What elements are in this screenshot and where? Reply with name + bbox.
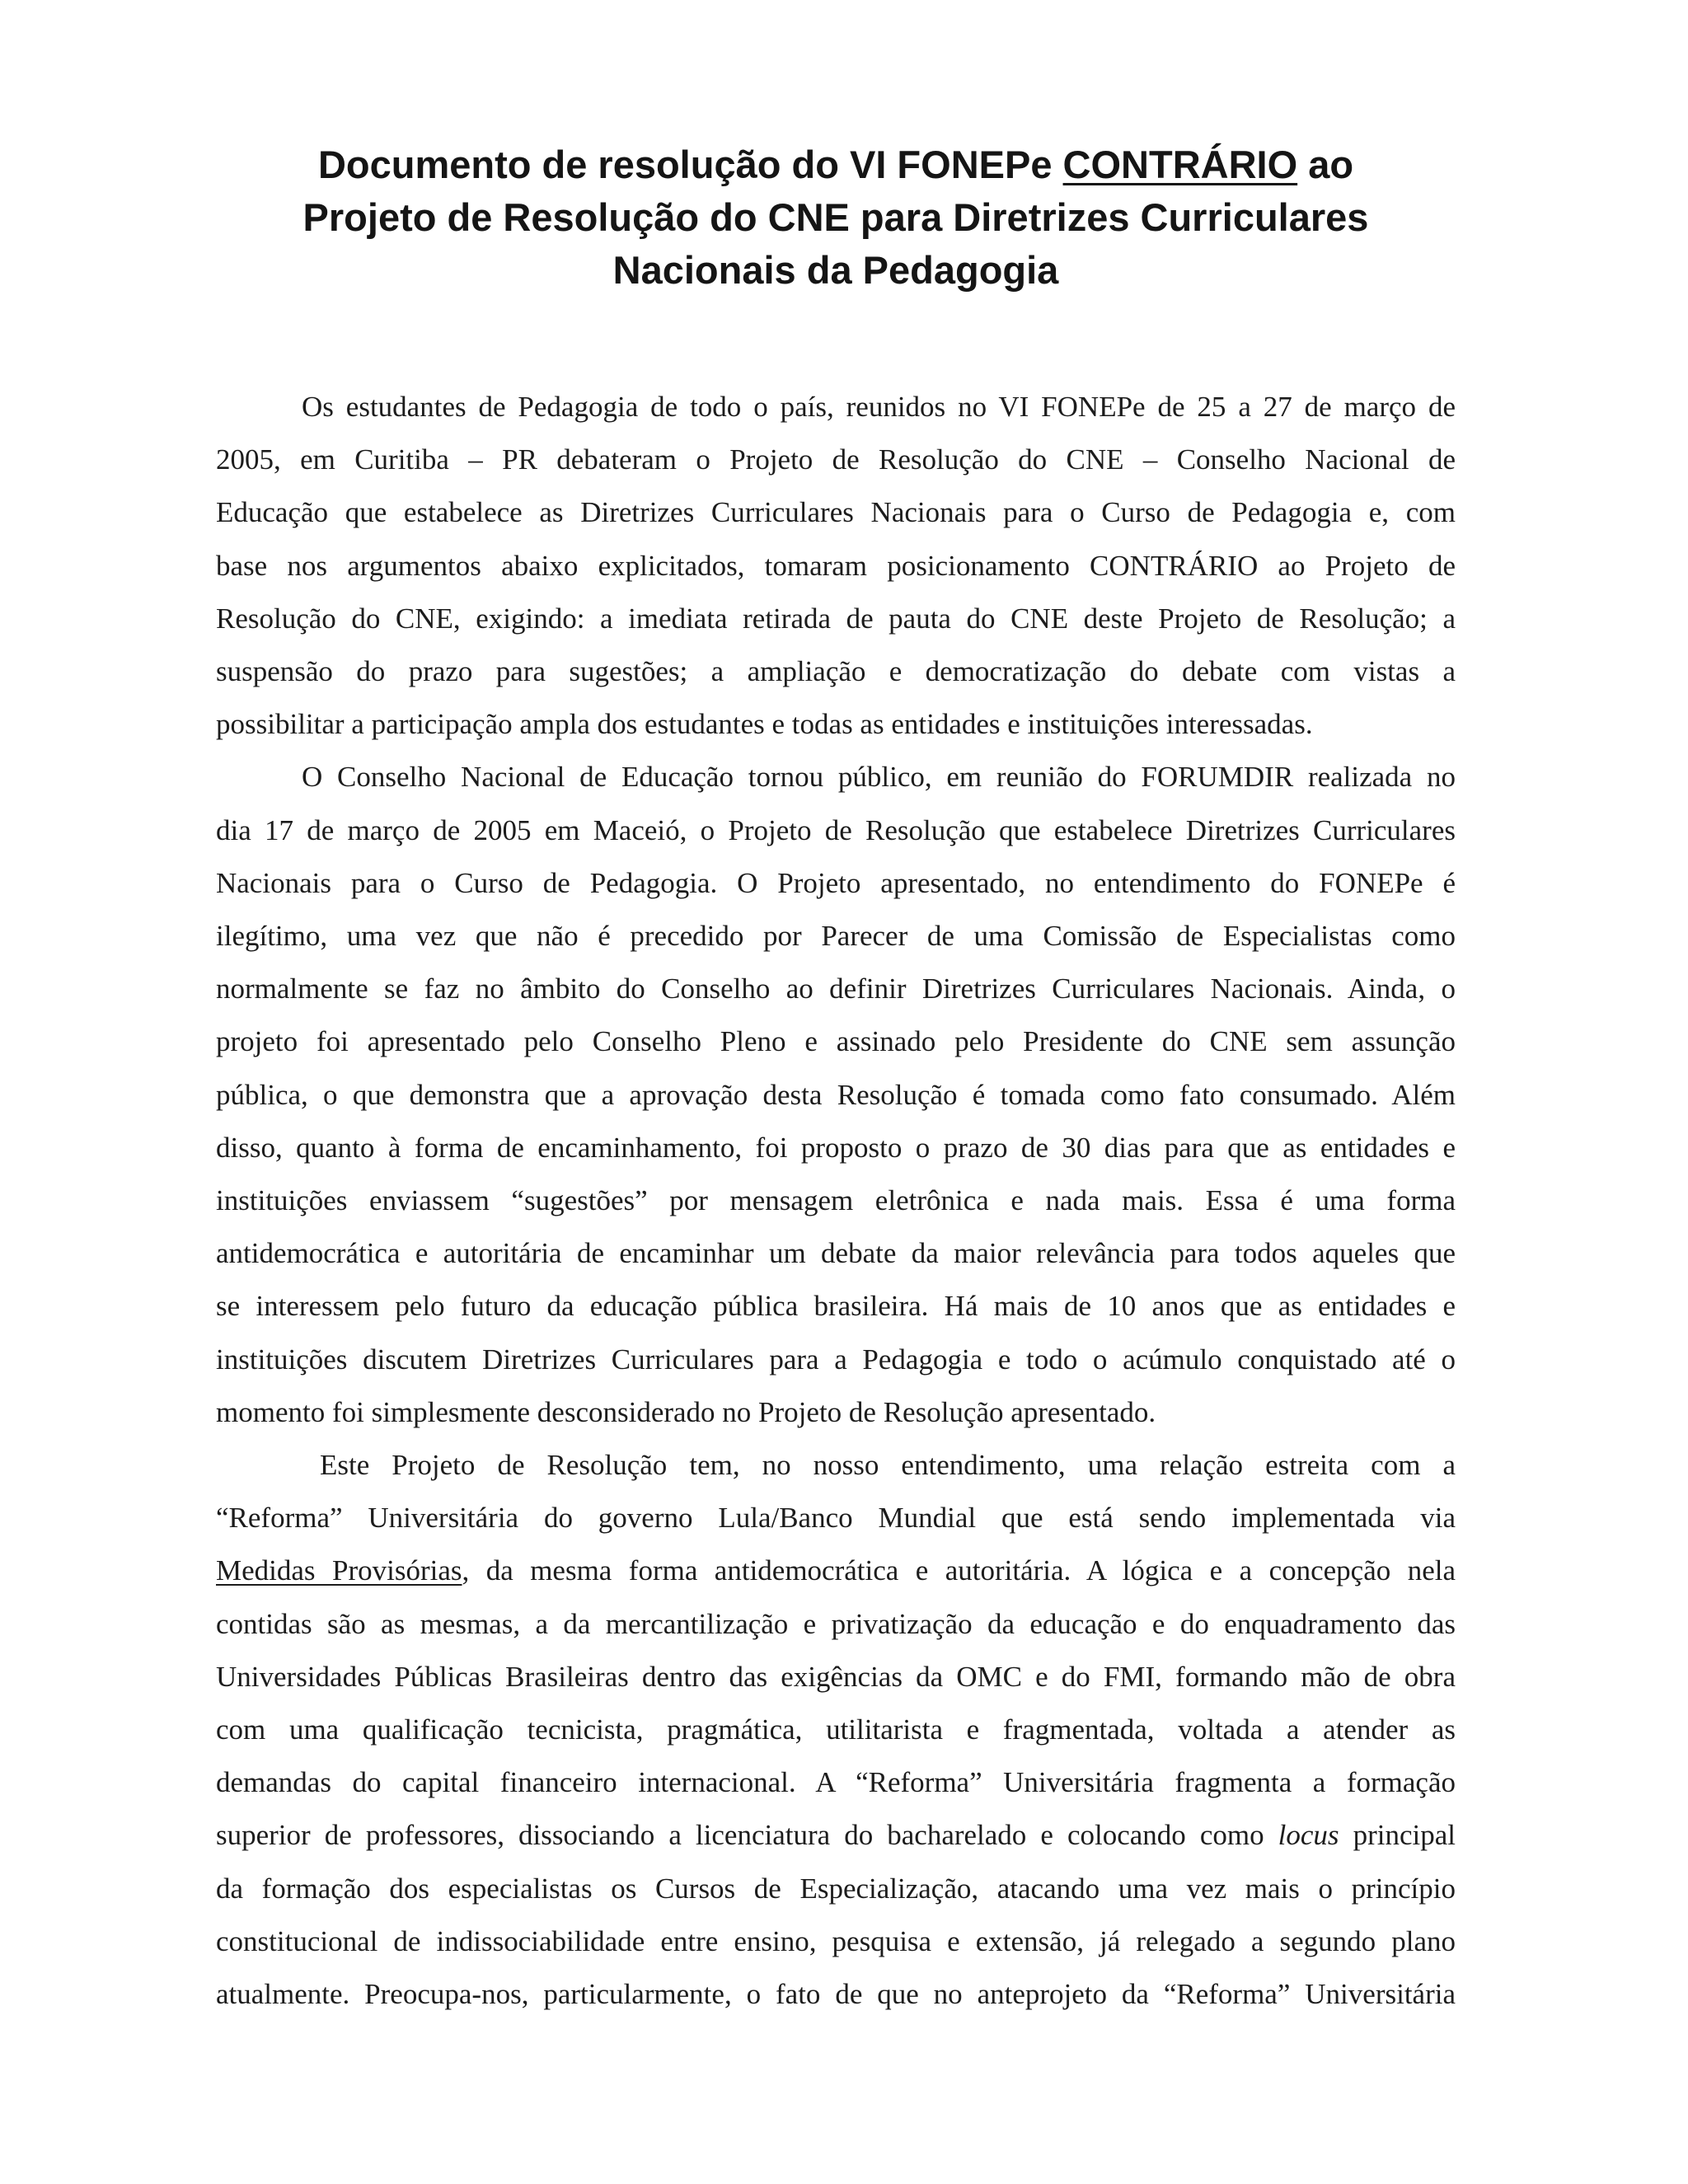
paragraph-2 (216, 751, 1456, 1439)
paragraph-2-line: se interessem pelo futuro da educação pública brasileira. Há mais de 10 anos que as entidades e (216, 1290, 1456, 1323)
title-line-2: Projeto de Resolução do CNE para Diretrizes Curriculares (302, 195, 1369, 239)
paragraph-1-line: suspensão do prazo para sugestões; a ampliação e democratização do debate com vistas a (216, 655, 1456, 688)
title-underlined-word: CONTRÁRIO (1062, 143, 1298, 186)
paragraph-2-line: ilegítimo, uma vez que não é precedido por Parecer de uma Comissão de Especialistas como (216, 920, 1456, 953)
title-line-1-end: ao (1297, 143, 1354, 186)
paragraph-2-line: normalmente se faz no âmbito do Conselho ao definir Diretrizes Curriculares Nacionais. Ainda, o (216, 972, 1456, 1005)
paragraph-1-line: Educação que estabelece as Diretrizes Curriculares Nacionais para o Curso de Pedagogia e, com (216, 496, 1456, 529)
paragraph-1 (216, 381, 1456, 751)
paragraph-3-line: com uma qualificação tecnicista, pragmática, utilitarista e fragmentada, voltada a atender as (216, 1713, 1456, 1746)
paragraph-2-line: instituições discutem Diretrizes Curriculares para a Pedagogia e todo o acúmulo conquistado até o (216, 1343, 1456, 1376)
title-line-3: Nacionais da Pedagogia (612, 248, 1059, 292)
paragraph-2-line: disso, quanto à forma de encaminhamento, foi proposto o prazo de 30 dias para que as entidades e (216, 1131, 1456, 1164)
paragraph-1-line: base nos argumentos abaixo explicitados, tomaram posicionamento CONTRÁRIO ao Projeto de (216, 549, 1456, 582)
paragraph-1-line: 2005, em Curitiba – PR debateram o Projeto de Resolução do CNE – Conselho Nacional de (216, 443, 1456, 476)
underlined-phrase: Medidas Provisórias (216, 1554, 462, 1587)
paragraph-3-line: demandas do capital financeiro internacional. A “Reforma” Universitária fragmenta a formação (216, 1766, 1456, 1799)
paragraph-3-line: da formação dos especialistas os Cursos de Especialização, atacando uma vez mais o princípio (216, 1872, 1456, 1905)
paragraph-2-line: projeto foi apresentado pelo Conselho Pleno e assinado pelo Presidente do CNE sem assunção (216, 1025, 1456, 1058)
paragraph-1-line: Os estudantes de Pedagogia de todo o país, reunidos no VI FONEPe de 25 a 27 de março de (302, 391, 1456, 423)
paragraph-3-line: “Reforma” Universitária do governo Lula/Banco Mundial que está sendo implementada via (216, 1502, 1456, 1535)
paragraph-2-line: O Conselho Nacional de Educação tornou público, em reunião do FORUMDIR realizada no (302, 761, 1456, 794)
paragraph-2-line: momento foi simplesmente desconsiderado no Projeto de Resolução apresentado. (216, 1395, 1156, 1428)
paragraph-3-line-start: superior de professores, dissociando a licenciatura do bacharelado e colocando como (216, 1819, 1278, 1852)
paragraph-3-line: atualmente. Preocupa-nos, particularmente, o fato de que no anteprojeto da “Reforma” Universitária (216, 1978, 1456, 2011)
paragraph-2-line: antidemocrática e autoritária de encaminhar um debate da maior relevância para todos aqueles que (216, 1237, 1456, 1270)
paragraph-1-line: Resolução do CNE, exigindo: a imediata retirada de pauta do CNE deste Projeto de Resolução; a (216, 602, 1456, 635)
italic-word: locus (1278, 1819, 1339, 1852)
paragraph-3-line (216, 1544, 1456, 1597)
paragraph-3-line (216, 1809, 1456, 1862)
document-title (216, 138, 1456, 297)
paragraph-3-line-rest: , da mesma forma antidemocrática e autoritária. A lógica e a concepção nela (462, 1554, 1456, 1587)
paragraph-2-line: instituições enviassem “sugestões” por mensagem eletrônica e nada mais. Essa é uma forma (216, 1184, 1456, 1217)
paragraph-3-line: Este Projeto de Resolução tem, no nosso entendimento, uma relação estreita com a (320, 1449, 1456, 1482)
paragraph-1-line: possibilitar a participação ampla dos estudantes e todas as entidades e instituições interessadas. (216, 708, 1313, 741)
paragraph-2-line: Nacionais para o Curso de Pedagogia. O Projeto apresentado, no entendimento do FONEPe é (216, 866, 1456, 899)
paragraph-3-line: Universidades Públicas Brasileiras dentro das exigências da OMC e do FMI, formando mão de obra (216, 1660, 1456, 1693)
title-line-1 (216, 138, 1456, 191)
paragraph-3-line-end: principal (1339, 1819, 1456, 1852)
paragraph-3-line: contidas são as mesmas, a da mercantilização e privatização da educação e do enquadramento das (216, 1607, 1456, 1640)
paragraph-2-line: dia 17 de março de 2005 em Maceió, o Projeto de Resolução que estabelece Diretrizes Curriculares (216, 813, 1456, 846)
paragraph-2-line: pública, o que demonstra que a aprovação desta Resolução é tomada como fato consumado. Além (216, 1078, 1456, 1111)
document-body (216, 381, 1456, 2021)
title-line-1-start: Documento de resolução do VI FONEPe (317, 143, 1063, 186)
paragraph-3-line: constitucional de indissociabilidade entre ensino, pesquisa e extensão, já relegado a segundo plano (216, 1924, 1456, 1957)
paragraph-3 (216, 1439, 1456, 2021)
